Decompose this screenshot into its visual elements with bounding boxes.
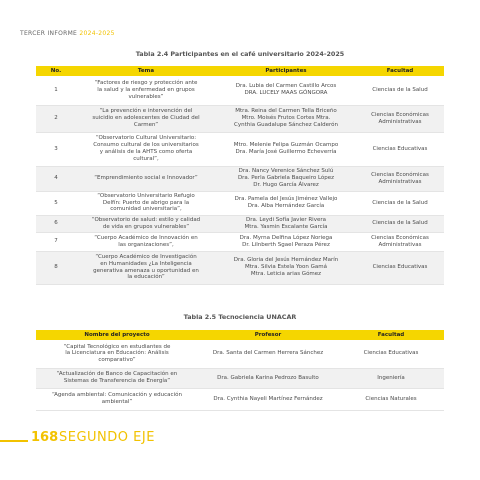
row-number: 3 [36,132,76,166]
row-participantes: Dra. Pamela del Jesús Jiménez Vallejo Dra. Alba Hernández García [216,191,356,215]
table-row [36,251,444,284]
row-facultad: Ciencias Educativas [356,251,444,284]
row-number: 2 [36,105,76,132]
row-participantes: Dra. Nancy Verenice Sánchez Sulú Dra. Perla Gabriela Baqueiro López Dr. Hugo García Álvarez [216,166,356,191]
row-proyecto: “Capital Tecnológico en estudiantes de la Licenciatura en Educación: Análisis comparativo” [36,340,198,368]
table-row [36,191,444,215]
column-header-tema: Tema [76,66,216,76]
column-header-profesor: Profesor [198,330,338,340]
table1-title: Tabla 2.4 Participantes en el café universitario 2024-2025 [135,50,345,58]
row-facultad: Ciencias Naturales [338,388,444,410]
table-row [36,232,444,251]
column-header-proyecto: Nombre del proyecto [36,330,198,340]
row-facultad: Ciencias Económicas Administrativas [356,105,444,132]
table-row [36,388,444,410]
report-year: 2024-2025 [79,30,115,37]
tecnociencia-table [36,330,444,411]
table-row [36,340,444,368]
row-tema: “Observatorio Cultural Universitario: Consumo cultural de los universitarios y análisis de la AHTS como oferta cultural”, [76,132,216,166]
row-tema: “Cuerpo Académico de Investigación en Humanidades ¿La Inteligencia generativa amenaza u oportunidad en la educación” [76,251,216,284]
row-tema: “Cuerpo Académico de Innovación en las organizaciones”, [76,232,216,251]
participants-table [36,66,444,285]
row-number: 1 [36,76,76,105]
row-number: 4 [36,166,76,191]
column-header-participantes: Participantes [216,66,356,76]
section-title: SEGUNDO EJE [59,430,155,445]
page-number: 168 [31,430,59,445]
table-row [36,368,444,388]
report-title: TERCER INFORME [20,30,78,37]
row-number: 6 [36,215,76,232]
table-row [36,76,444,105]
row-proyecto: “Agenda ambiental: Comunicación y educación ambiental” [36,388,198,410]
row-tema: “La prevención e intervención del suicidio en adolescentes de Ciudad del Carmen” [76,105,216,132]
row-facultad: Ciencias de la Salud [356,191,444,215]
table-row [36,215,444,232]
row-number: 7 [36,232,76,251]
column-header-no: No. [36,66,76,76]
row-participantes: Mtra. Reina del Carmen Tella Briceño Mtro. Moisés Frutos Cortes Mtra. Cynthia Guadalupe Sánchez Calderón [216,105,356,132]
table-row [36,132,444,166]
row-tema: “Observatorio de salud: estilo y calidad de vida en grupos vulnerables” [76,215,216,232]
table2-title: Tabla 2.5 Tecnociencia UNACAR [183,313,297,321]
report-header [20,30,115,37]
row-facultad: Ingeniería [338,368,444,388]
row-tema: “Observatorio Universitario Refugio Delfín: Puerto de abrigo para la comunidad universitaria”, [76,191,216,215]
row-participantes: Dra. Lubia del Carmen Castillo Arcos DRA. LUCELY MAAS GÓNGORA [216,76,356,105]
row-participantes: Dra. Leydi Sofía Javier Rivera Mtra. Yasmin Escalante García [216,215,356,232]
page-footer [0,429,480,453]
row-facultad: Ciencias de la Salud [356,76,444,105]
table-row [36,166,444,191]
table-header-row [36,66,444,76]
row-profesor: Dra. Gabriela Karina Pedrozo Basulto [198,368,338,388]
row-participantes: Dra. Myrna Delfina López Noriega Dr. Lilnberth Sgael Peraza Pérez [216,232,356,251]
row-profesor: Dra. Santa del Carmen Herrera Sánchez [198,340,338,368]
row-facultad: Ciencias Económicas Administrativas [356,232,444,251]
row-facultad: Ciencias Educativas [338,340,444,368]
row-facultad: Ciencias Económicas Administrativas [356,166,444,191]
row-profesor: Dra. Cynthia Nayeli Martínez Fernández [198,388,338,410]
column-header-facultad: Facultad [356,66,444,76]
row-facultad: Ciencias de la Salud [356,215,444,232]
row-participantes: Mtro. Melenie Felipa Guzmán Ocampo Dra. María José Guillermo Echeverría [216,132,356,166]
row-facultad: Ciencias Educativas [356,132,444,166]
column-header-facultad: Facultad [338,330,444,340]
row-participantes: Dra. Gloria del Jesús Hernández Marín Mtra. Silvia Estela Yoon Gamá Mtra. Leticia arias Gómez [216,251,356,284]
row-number: 8 [36,251,76,284]
row-number: 5 [36,191,76,215]
table-header-row [36,330,444,340]
row-tema: “Factores de riesgo y protección ante la salud y la enfermedad en grupos vulnerables” [76,76,216,105]
footer-accent-bar [0,440,28,442]
row-proyecto: “Actualización de Banco de Capacitación en Sistemas de Transferencia de Energía” [36,368,198,388]
table-row [36,105,444,132]
row-tema: “Emprendimiento social e Innovador” [76,166,216,191]
